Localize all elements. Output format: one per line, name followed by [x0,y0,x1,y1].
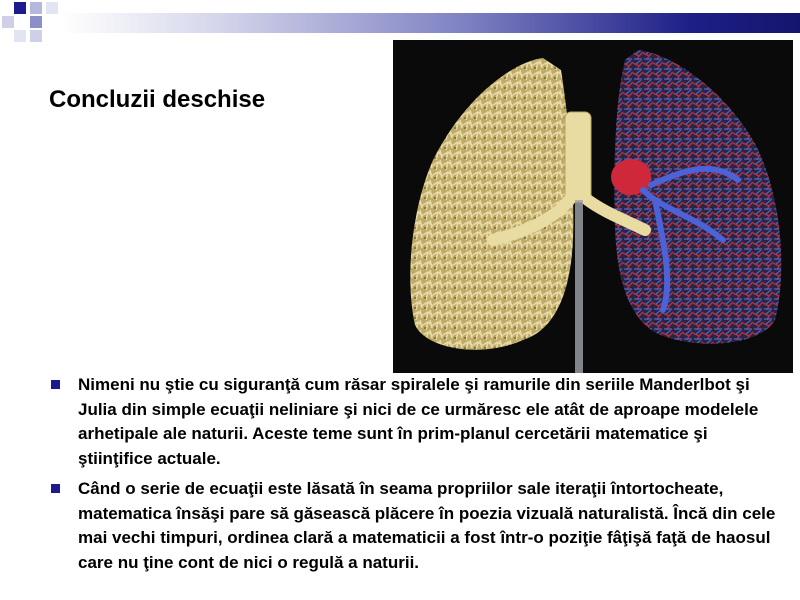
right-lung [614,50,781,344]
decor-square [30,2,42,14]
trachea [565,112,591,202]
bullet-list [48,373,778,581]
decor-square [14,30,26,42]
decor-square [30,30,42,42]
slide-title: Concluzii deschise [49,86,266,113]
left-lung [410,58,573,350]
bullet-text: Nimeni nu ştie cu siguranţă cum răsar spiralele şi ramurile din seriile Manderlbot şi Julia din simple ecuaţii neliniare şi nici de ce urmăresc ele atât de aproape modelele arhetipale ale naturii. Aceste teme sunt în prim-planul cercetării matematice şi ştiinţifice actuale. [78,375,759,468]
stand-rod [575,200,583,373]
square-bullet-icon [51,484,60,493]
lung-cast-image [393,40,793,373]
bullet-item [48,373,778,471]
header-gradient-bar [62,13,800,33]
decor-square [46,2,58,14]
bullet-text: Când o serie de ecuaţii este lăsată în seama propriilor sale iteraţii întortocheate, matematica însăşi pare să găsească plăcere în poezia vizuală naturalistă. Încă din cele mai vechi timpuri, ordinea clară a matematicii a fost într-o poziţie fâţişă faţă de haosul care nu ţine cont de nici o regulă a naturii. [78,479,776,572]
lung-illustration [393,40,793,373]
square-bullet-icon [51,380,60,389]
decor-square [2,16,14,28]
decor-square [14,2,26,14]
bullet-item [48,477,778,575]
decor-square [30,16,42,28]
